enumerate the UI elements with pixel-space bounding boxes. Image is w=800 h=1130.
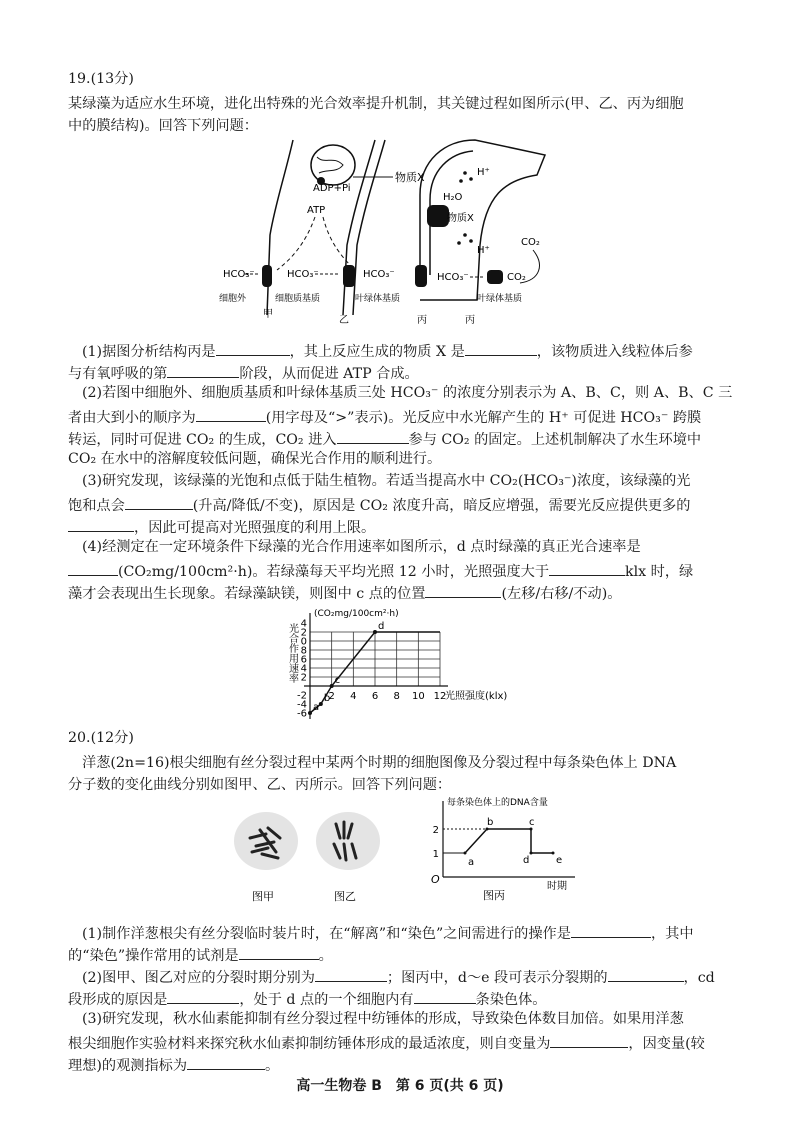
q20-p3-line3: 理想)的观测指标为 。 bbox=[68, 1058, 280, 1074]
answer-blank[interactable] bbox=[68, 518, 134, 532]
y-axis-label: 光合作用速率 bbox=[286, 623, 298, 683]
x-axis-label: 光照强度(klx) bbox=[445, 691, 508, 702]
hco3-1: HCO₃⁻ bbox=[223, 269, 255, 280]
y-tick-label: -2 bbox=[297, 690, 307, 702]
y-tick-label: 0 bbox=[300, 636, 307, 648]
answer-blank[interactable] bbox=[239, 946, 319, 960]
q20-intro-line1: 洋葱(2n=16)根尖细胞有丝分裂过程中某两个时期的细胞图像及分裂过程中每条染色体上 DNA bbox=[82, 755, 677, 771]
answer-blank[interactable] bbox=[216, 342, 290, 356]
point-a bbox=[464, 852, 467, 855]
y-tick-label: -6 bbox=[297, 708, 307, 720]
q20-intro-line2: 分子数的变化曲线分别如图甲、乙、丙所示。回答下列问题： bbox=[68, 777, 452, 793]
membrane-jia bbox=[267, 140, 293, 315]
y-tick-label: -4 bbox=[297, 699, 307, 711]
answer-blank[interactable] bbox=[549, 562, 625, 576]
hco3-4: HCO₃⁻ bbox=[437, 272, 469, 283]
answer-blank[interactable] bbox=[425, 584, 501, 598]
transporter-yi bbox=[343, 265, 355, 287]
q19-p2-line2: 者由大到小的顺序为 (用字母及“>”表示)。光反应中水光解产生的 H⁺ 可促进 HCO₃⁻ 跨膜 bbox=[68, 410, 702, 426]
atp-label: ATP bbox=[307, 205, 326, 216]
transporter-jia bbox=[262, 265, 272, 287]
q20-p2-line1: (2)图甲、图乙对应的分裂时期分别为 ；图丙中，d～e 段可表示分裂期的 ，cd bbox=[82, 970, 715, 986]
x-tick-label: 6 bbox=[371, 691, 379, 702]
atp-dashed-arrow-2 bbox=[323, 217, 355, 270]
caption-yi: 图乙 bbox=[334, 890, 356, 903]
answer-blank[interactable] bbox=[187, 1056, 265, 1070]
answer-blank[interactable] bbox=[550, 1034, 628, 1048]
mitochondrion-crista bbox=[317, 157, 343, 173]
q19-p4-line3: 藻才会表现出生长现象。若绿藻缺镁，则图中 c 点的位置 (左移/右移/不动)。 bbox=[68, 586, 622, 602]
answer-blank[interactable] bbox=[167, 990, 239, 1004]
y-tick-label: 4 bbox=[300, 618, 307, 630]
q19-p3-line3: ，因此可提高对光照强度的利用上限。 bbox=[68, 518, 375, 535]
point-c bbox=[330, 684, 334, 688]
hco3-2: HCO₃⁻ bbox=[287, 269, 319, 280]
x-tick-label: 10 bbox=[411, 691, 425, 702]
dna-curve bbox=[465, 829, 553, 853]
photosynthesis-rate-chart bbox=[265, 605, 535, 725]
membrane-yi-outer bbox=[343, 140, 375, 315]
cell-images bbox=[228, 808, 408, 903]
q20-p3-line1: (3)研究发现，秋水仙素能抑制有丝分裂过程中纺锤体的形成，导致染色体数目加倍。如果用洋葱 bbox=[82, 1011, 684, 1027]
answer-blank[interactable] bbox=[196, 408, 266, 422]
x-tick-label: 4 bbox=[350, 691, 357, 702]
q19-intro-line1: 某绿藻为适应水生环境，进化出特殊的光合效率提升机制，其关键过程如图所示(甲、乙、丙为细胞 bbox=[68, 96, 684, 112]
answer-blank[interactable] bbox=[608, 968, 684, 982]
q20-p2-line2: 段形成的原因是 ，处于 d 点的一个细胞内有 条染色体。 bbox=[68, 992, 547, 1008]
answer-blank[interactable] bbox=[125, 496, 193, 510]
label-bing2: 丙 bbox=[465, 315, 475, 326]
q19-p2-line3: 转运，同时可促进 CO₂ 的生成，CO₂ 进入 参与 CO₂ 的固定。上述机制解决了水生环境中 bbox=[68, 432, 702, 448]
substance-x2-label: 物质X bbox=[447, 213, 474, 224]
caption-jia: 图甲 bbox=[252, 890, 274, 903]
cell-yi bbox=[316, 812, 380, 870]
y-tick-label: 8 bbox=[300, 645, 307, 657]
answer-blank[interactable] bbox=[571, 924, 651, 938]
transporter-bing bbox=[415, 265, 427, 287]
point-d bbox=[530, 852, 533, 855]
y-tick-label: 2 bbox=[300, 672, 307, 684]
q19-p2-line1: (2)若图中细胞外、细胞质基质和叶绿体基质三处 HCO₃⁻ 的浓度分别表示为 A、B、C，则 A、B、C 三 bbox=[82, 385, 733, 401]
label-outside: 细胞外 bbox=[219, 294, 247, 304]
x-tick-label: 2 bbox=[328, 691, 335, 702]
point-label-e: e bbox=[556, 855, 563, 866]
label-yi: 乙 bbox=[339, 315, 349, 326]
x-tick-label: 8 bbox=[393, 691, 400, 702]
q20-header: 20.(12分) bbox=[68, 730, 134, 746]
label-stroma2: 叶绿体基质 bbox=[477, 294, 523, 304]
hplus2-label: H⁺ bbox=[477, 245, 490, 256]
q19-p1-line1: (1)据图分析结构丙是 ，其上反应生成的物质 X 是 ，该物质进入线粒体后参 bbox=[82, 344, 693, 360]
q19-header: 19.(13分) bbox=[68, 71, 134, 87]
carbonic-anhydrase bbox=[487, 270, 503, 284]
hplus-label: H⁺ bbox=[477, 167, 490, 178]
y-axis-unit: (CO₂mg/100cm²·h) bbox=[314, 609, 399, 619]
h2o-label: H₂O bbox=[443, 192, 463, 203]
point-b bbox=[319, 702, 323, 706]
x-axis-label: 时期 bbox=[547, 881, 567, 892]
point-label-a: a bbox=[468, 857, 475, 868]
answer-blank[interactable] bbox=[337, 430, 409, 444]
cell-jia bbox=[234, 812, 298, 870]
q19-p1-line2: 与有氧呼吸的第 阶段，从而促进 ATP 合成。 bbox=[68, 366, 419, 382]
hco3-3: HCO₃⁻ bbox=[363, 269, 395, 280]
substance-x-label: 物质X bbox=[395, 171, 425, 184]
co2-bottom: CO₂ bbox=[507, 272, 526, 283]
q19-intro-line2: 中的膜结构)。回答下列问题： bbox=[68, 118, 258, 134]
y-tick-label: 2 bbox=[300, 627, 307, 639]
x-tick-label: 12 bbox=[433, 691, 447, 702]
y-tick-label: 6 bbox=[300, 654, 307, 666]
dna-content-chart bbox=[425, 795, 580, 903]
point-label-b: b bbox=[323, 693, 331, 704]
membrane-yi-inner bbox=[353, 140, 385, 315]
q20-p1-line1: (1)制作洋葱根尖有丝分裂临时装片时，在“解离”和“染色”之间需进行的操作是 ，其中 bbox=[82, 926, 694, 942]
answer-blank[interactable] bbox=[414, 990, 476, 1004]
answer-blank[interactable] bbox=[68, 562, 118, 576]
page-footer: 高一生物卷 B 第 6 页(共 6 页) bbox=[296, 1078, 504, 1094]
point-label-a: a bbox=[313, 702, 320, 713]
point-label-c: c bbox=[529, 817, 535, 828]
answer-blank[interactable] bbox=[315, 968, 387, 982]
adp-label: ADP+Pi bbox=[313, 183, 351, 194]
answer-blank[interactable] bbox=[167, 364, 239, 378]
point-d bbox=[373, 630, 377, 634]
origin-label: O bbox=[431, 873, 440, 886]
label-jia: 甲 bbox=[263, 309, 273, 320]
point-label-d: d bbox=[378, 621, 385, 632]
q19-p3-line2: 饱和点会 (升高/降低/不变)，原因是 CO₂ 浓度升高，暗反应增强，需要光反应提供更多的 bbox=[68, 498, 691, 514]
atp-dashed-arrow bbox=[277, 217, 315, 270]
label-bing1: 丙 bbox=[417, 315, 427, 326]
answer-blank[interactable] bbox=[465, 342, 537, 356]
y-tick-label: 2 bbox=[432, 825, 439, 836]
point-a bbox=[308, 711, 312, 715]
q20-p1-line2: 的“染色”操作常用的试剂是 。 bbox=[68, 948, 333, 964]
q19-p3-line1: (3)研究发现，该绿藻的光饱和点低于陆生植物。若适当提高水中 CO₂(HCO₃⁻)浓度，该绿藻的光 bbox=[82, 473, 691, 489]
label-cytosol: 细胞质基质 bbox=[275, 294, 321, 304]
photosystem-complex bbox=[427, 205, 449, 227]
point-label-b: b bbox=[487, 817, 494, 828]
q19-p4-line1: (4)经测定在一定环境条件下绿藻的光合作用速率如图所示，d 点时绿藻的真正光合速率是 bbox=[82, 539, 641, 555]
algae-mechanism-diagram bbox=[215, 135, 580, 330]
y-tick-label: 4 bbox=[300, 663, 307, 675]
caption-bing: 图丙 bbox=[483, 889, 505, 902]
point-label-c: c bbox=[334, 675, 341, 686]
point-e bbox=[552, 852, 555, 855]
y-tick-label: 1 bbox=[432, 849, 439, 860]
q20-p3-line2: 根尖细胞作实验材料来探究秋水仙素抑制纺锤体形成的最适浓度，则自变量为 ，因变量(较 bbox=[68, 1036, 705, 1052]
q19-p4-line2: (CO₂mg/100cm²·h)。若绿藻每天平均光照 12 小时，光照强度大于 klx 时，绿 bbox=[68, 562, 693, 579]
y-axis-label: 每条染色体上的DNA含量 bbox=[447, 798, 548, 808]
label-stroma1: 叶绿体基质 bbox=[355, 294, 401, 304]
q19-p2-line4: CO₂ 在水中的溶解度较低问题，确保光合作用的顺利进行。 bbox=[68, 451, 442, 467]
point-label-d: d bbox=[523, 855, 530, 866]
co2-top-label: CO₂ bbox=[521, 237, 540, 248]
